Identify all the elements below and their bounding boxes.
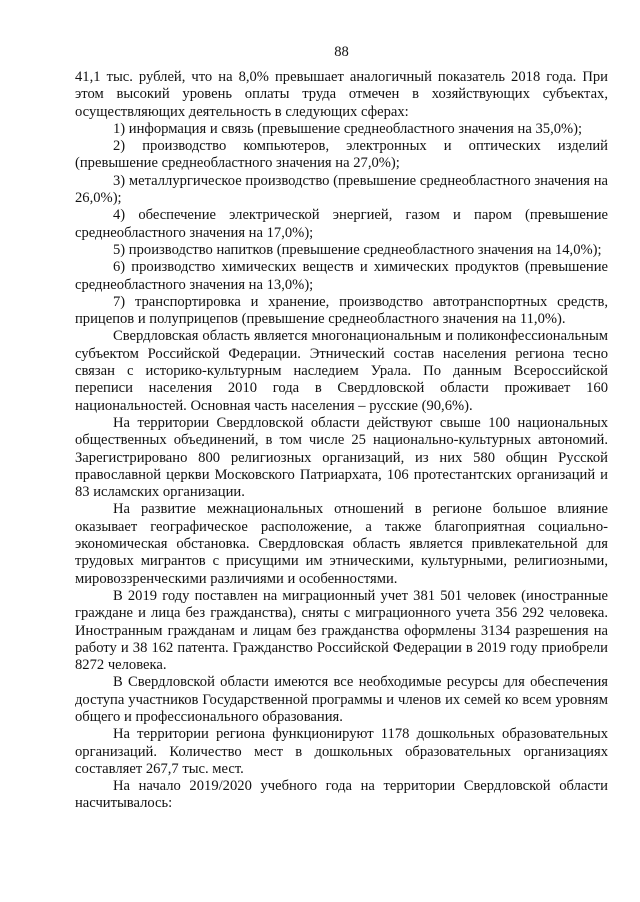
list-item-metallurgy: 3) металлургическое производство (превышение среднеобластного значения на 26,0%); bbox=[75, 172, 608, 207]
body-text bbox=[75, 69, 608, 813]
paragraph-preschool-organizations: На территории региона функционируют 1178 дошкольных образовательных организаций. Количество мест в дошкольных образовательных организациях составляет 267,7 тыс. мест. bbox=[75, 726, 608, 777]
page-number: 88 bbox=[334, 44, 349, 60]
list-item-energy-supply: 4) обеспечение электрической энергией, газом и паром (превышение среднеобластного значения на 17,0%); bbox=[75, 207, 608, 241]
paragraph-school-year: На начало 2019/2020 учебного года на территории Свердловской области насчитывалось: bbox=[75, 778, 608, 812]
list-item-beverages: 5) производство напитков (превышение среднеобластного значения на 14,0%); bbox=[113, 241, 602, 258]
list-item-information-communication: 1) информация и связь (превышение среднеобластного значения на 35,0%); bbox=[113, 120, 583, 137]
paragraph-ethnic-composition: Свердловская область является многонациональным и поликонфессиональным субъектом Российской Федерации. Этнический состав населения региона тесно связан с историко-культурным наследием Урала. По данным Всероссийской переписи населения 2010 года в Свердловской области проживает 160 национальностей. Основная часть населения – русские (90,6%). bbox=[75, 328, 608, 414]
paragraph-migration-2019: В 2019 году поставлен на миграционный учет 381 501 человек (иностранные граждане и лица без гражданства), сняты с миграционного учета 356 292 человека. Иностранным гражданам и лицам без гражданства оформлены 3134 разрешения на работу и 38 162 патента. Гражданство Российской Федерации в 2019 году приобрели 8272 человека. bbox=[75, 587, 608, 674]
paragraph-national-associations: На территории Свердловской области действуют свыше 100 национальных общественных объединений, в том числе 25 национально-культурных автономий. Зарегистрировано 800 религиозных организаций, из них 580 общин Русской православной церкви Московского Патриархата, 106 протестантских организаций и 83 исламских организации. bbox=[75, 414, 608, 501]
list-item-computer-production: 2) производство компьютеров, электронных и оптических изделий (превышение среднеобластного значения на 27,0%); bbox=[75, 138, 608, 172]
paragraph-interethnic-relations: На развитие межнациональных отношений в регионе большое влияние оказывает географическое расположение, а также благоприятная социально-экономическая обстановка. Свердловская область является привлекательной для трудовых мигрантов с присущими им этническими, культурными, религиозными, мировоззренческими различиями и особенностями. bbox=[75, 501, 608, 587]
paragraph-education-access: В Свердловской области имеются все необходимые ресурсы для обеспечения доступа участников Государственной программы и членов их семей ко всем уровням общего и профессионального образования. bbox=[75, 674, 608, 725]
paragraph-continuation: 41,1 тыс. рублей, что на 8,0% превышает аналогичный показатель 2018 года. При этом высокий уровень оплаты труда отмечен в хозяйствующих субъектах, осуществляющих деятельность в следующих сферах: bbox=[75, 69, 608, 120]
list-item-transport: 7) транспортировка и хранение, производство автотранспортных средств, прицепов и полуприцепов (превышение среднеобластного значения на 11,0%). bbox=[75, 293, 608, 328]
list-item-chemicals: 6) производство химических веществ и химических продуктов (превышение среднеобластного значения на 13,0%); bbox=[75, 259, 608, 293]
